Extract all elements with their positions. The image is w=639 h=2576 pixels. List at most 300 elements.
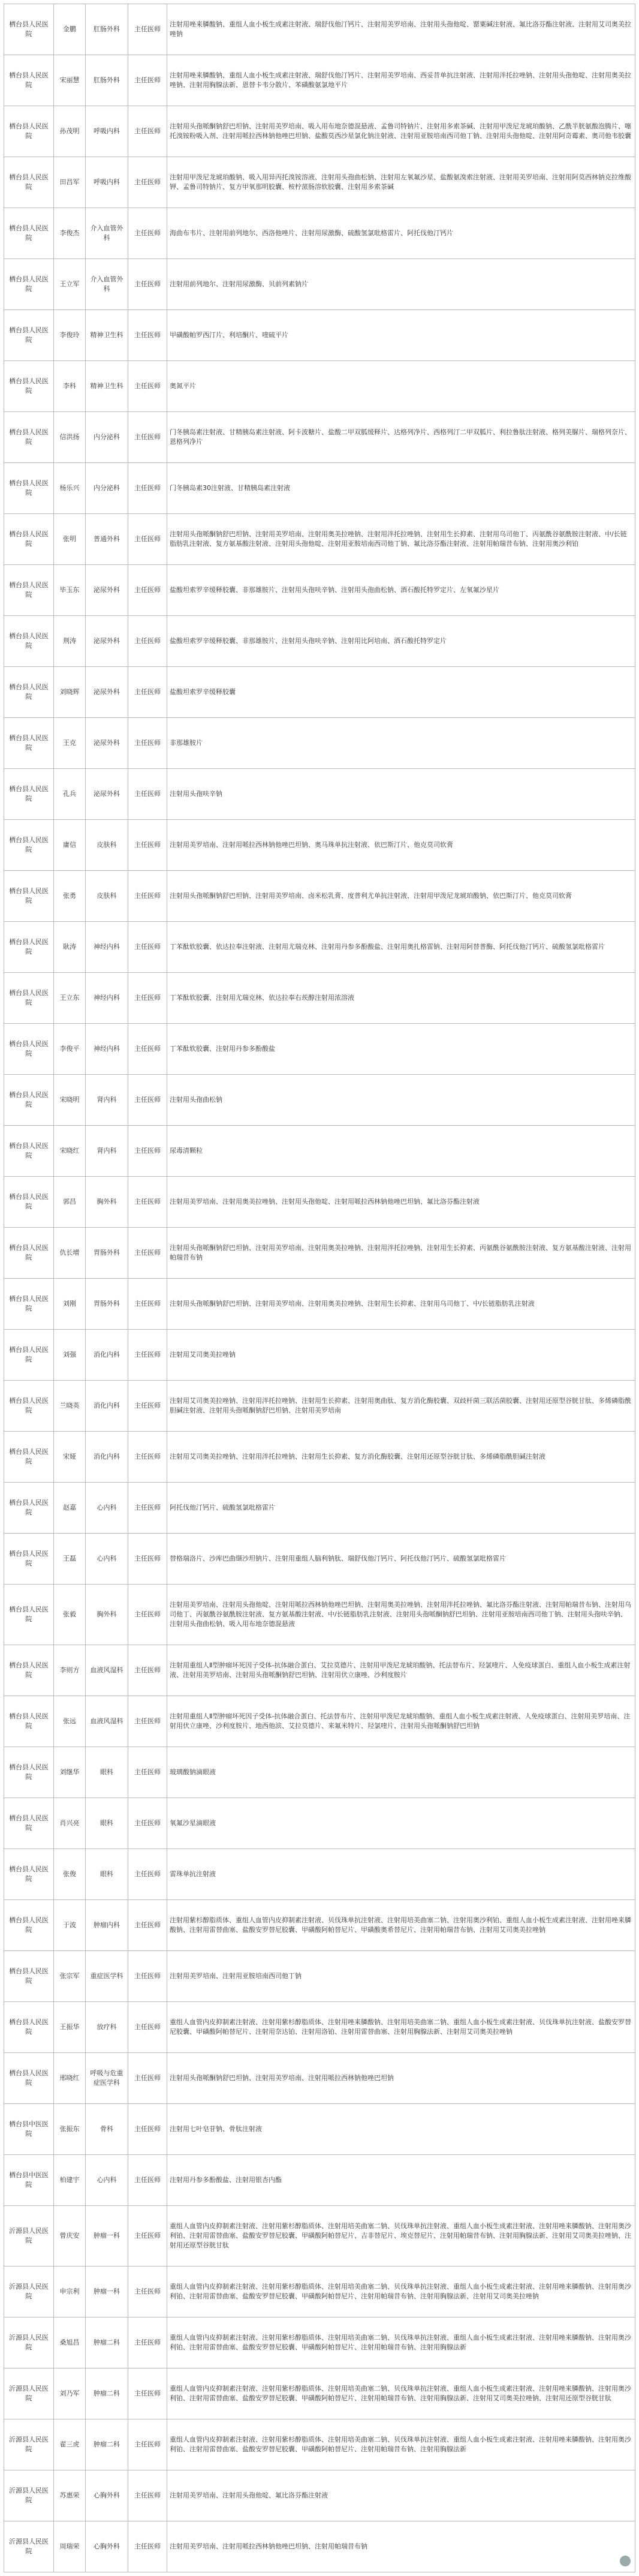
table-row [4, 2155, 635, 2206]
department-cell: 泌尿外科 [86, 667, 128, 718]
hospital-cell: 栖台县人民医院 [4, 1126, 54, 1177]
table-row [4, 106, 635, 157]
doctor-name-cell: 李俊玲 [54, 310, 86, 361]
table-row [4, 1645, 635, 1696]
hospital-cell: 栖台县人民医院 [4, 361, 54, 412]
drug-list-cell: 注射用美罗培南、注射用头孢他啶、氟比洛芬酯注射液 [167, 2470, 635, 2521]
hospital-cell: 沂源县人民医院 [4, 2470, 54, 2521]
drug-list-cell: 注射用头孢呋辛钠 [167, 769, 635, 820]
drug-list-cell: 丁苯酞软胶囊、注射用尤瑞克林、依达拉奉右莰醇注射用浓溶液 [167, 973, 635, 1024]
table-row [4, 1951, 635, 2002]
title-cell: 主任医师 [128, 871, 167, 922]
document-sheet [4, 4, 635, 2572]
table-row [4, 361, 635, 412]
table-row [4, 2002, 635, 2053]
doctor-name-cell: 田昌军 [54, 157, 86, 208]
drug-list-cell: 丁苯酞软胶囊、依达拉奉注射液、注射用尤瑞克林、注射用丹参多酚酸盐、注射用奥扎格雷钠、注射用阿替普酶、阿托伐他汀钙片、硫酸氢氯吡格雷片 [167, 922, 635, 973]
hospital-cell: 栖台县人民医院 [4, 1177, 54, 1228]
doctor-name-cell: 毕玉东 [54, 565, 86, 616]
hospital-cell: 栖台县人民医院 [4, 2053, 54, 2104]
title-cell: 主任医师 [128, 2155, 167, 2206]
hospital-cell: 栖台县人民医院 [4, 1696, 54, 1747]
drug-list-cell: 重组人血管内皮抑制素注射液、注射用紫杉醇脂质体、注射用培美曲塞二钠、贝伐珠单抗注射液、重组人血小板生成素注射液、注射用唑来膦酸钠、注射用奥沙利铂、注射用雷替曲塞、盐酸安罗替尼胶囊、甲磺酸阿帕替尼片、注射用帕瑞昔布钠、注射用胸腺法新 [167, 2419, 635, 2470]
hospital-cell: 栖台县人民医院 [4, 973, 54, 1024]
title-cell: 主任医师 [128, 1279, 167, 1330]
doctor-name-cell: 王立东 [54, 973, 86, 1024]
department-cell: 泌尿外科 [86, 616, 128, 667]
table-row [4, 1228, 635, 1279]
department-cell: 泌尿外科 [86, 718, 128, 769]
table-row [4, 1747, 635, 1798]
table-row [4, 1900, 635, 1951]
hospital-cell: 栖台县人民医院 [4, 871, 54, 922]
drug-list-cell: 注射用唑来膦酸钠、重组人血小板生成素注射液、瑞舒伐他汀钙片、注射用美罗培南、西妥昔单抗注射液、注射用泮托拉唑钠、注射用头孢他啶、注射用奥美拉唑钠、注射用胸腺法新、恩替卡韦分散片、苯磺酸氨氯地平片 [167, 55, 635, 106]
drug-list-cell: 甲磺酸帕罗西汀片、利培酮片、喹硫平片 [167, 310, 635, 361]
doctor-name-cell: 张宗军 [54, 1951, 86, 2002]
table-row [4, 1534, 635, 1585]
title-cell: 主任医师 [128, 1900, 167, 1951]
title-cell: 主任医师 [128, 1849, 167, 1900]
department-cell: 泌尿外科 [86, 769, 128, 820]
doctor-name-cell: 张毅 [54, 1585, 86, 1645]
title-cell: 主任医师 [128, 1024, 167, 1075]
table-row [4, 1483, 635, 1534]
drug-list-cell: 注射用七叶皂苷钠、骨肽注射液 [167, 2104, 635, 2155]
title-cell: 主任医师 [128, 2318, 167, 2368]
table-row [4, 565, 635, 616]
department-cell: 呼吸内科 [86, 106, 128, 157]
department-cell: 胸外科 [86, 1177, 128, 1228]
table-row [4, 310, 635, 361]
department-cell: 精神卫生科 [86, 361, 128, 412]
title-cell: 主任医师 [128, 412, 167, 463]
title-cell: 主任医师 [128, 4, 167, 55]
department-cell: 胃肠外科 [86, 1279, 128, 1330]
title-cell: 主任医师 [128, 1126, 167, 1177]
hospital-cell: 栖台县人民医院 [4, 412, 54, 463]
table-row [4, 1024, 635, 1075]
title-cell: 主任医师 [128, 1228, 167, 1279]
table-row [4, 973, 635, 1024]
hospital-cell: 栖台县人民医院 [4, 616, 54, 667]
table-row [4, 1696, 635, 1747]
table-row [4, 871, 635, 922]
hospital-cell: 沂源县人民医院 [4, 2419, 54, 2470]
hospital-cell: 沂源县人民医院 [4, 2267, 54, 2318]
hospital-cell: 沂源县人民医院 [4, 2521, 54, 2572]
doctor-name-cell: 刘继华 [54, 1747, 86, 1798]
hospital-cell: 栖台县人民医院 [4, 820, 54, 871]
title-cell: 主任医师 [128, 259, 167, 310]
hospital-cell: 栖台县人民医院 [4, 310, 54, 361]
prescription-table [4, 4, 635, 2572]
title-cell: 主任医师 [128, 208, 167, 259]
doctor-name-cell: 翟三虎 [54, 2419, 86, 2470]
doctor-name-cell: 刘刚 [54, 1279, 86, 1330]
title-cell: 主任医师 [128, 1534, 167, 1585]
title-cell: 主任医师 [128, 1585, 167, 1645]
hospital-cell: 栖台县人民医院 [4, 208, 54, 259]
drug-list-cell: 重组人血管内皮抑制素注射液、注射用紫杉醇脂质体、注射用唑来膦酸钠、注射用培美曲塞二钠、重组人血小板生成素注射液、贝伐珠单抗注射液、盐酸安罗替尼胶囊、甲磺酸阿帕替尼片、注射用奈达铂、注射用洛铂、注射用雷替曲塞、注射用胸腺法新、注射用艾司奥美拉唑钠 [167, 2002, 635, 2053]
drug-list-cell: 玻璃酸钠滴眼液 [167, 1747, 635, 1798]
title-cell: 主任医师 [128, 514, 167, 565]
doctor-name-cell: 孙茂明 [54, 106, 86, 157]
hospital-cell: 沂源县人民医院 [4, 2206, 54, 2267]
drug-list-cell: 门冬胰岛素30注射液、甘精胰岛素注射液 [167, 463, 635, 514]
drug-list-cell: 注射用艾司奥美拉唑钠 [167, 1330, 635, 1381]
department-cell: 血液风湿科 [86, 1696, 128, 1747]
doctor-name-cell: 仇长增 [54, 1228, 86, 1279]
hospital-cell: 沂源县人民医院 [4, 2368, 54, 2419]
table-row [4, 1126, 635, 1177]
hospital-cell: 栖台县中医医院 [4, 2104, 54, 2155]
drug-list-cell: 注射用前列地尔、注射用尿激酶、贝前列素钠片 [167, 259, 635, 310]
table-row [4, 412, 635, 463]
doctor-name-cell: 孔兵 [54, 769, 86, 820]
department-cell: 眼科 [86, 1798, 128, 1849]
drug-list-cell: 重组人血管内皮抑制素注射液、注射用紫杉醇脂质体、注射用培美曲塞二钠、贝伐珠单抗注射液、重组人血小板生成素注射液、注射用唑来膦酸钠、注射用奥沙利铂、注射用雷替曲塞、盐酸安罗替尼胶囊、甲磺酸阿帕替尼片、吉非替尼片、埃克替尼片、注射用帕瑞昔布钠、注射用胸腺法新、注射用艾司奥美拉唑钠、注射用还原型谷胱甘肽 [167, 2206, 635, 2267]
table-row [4, 616, 635, 667]
department-cell: 介入血管外科 [86, 208, 128, 259]
department-cell: 消化内科 [86, 1432, 128, 1483]
doctor-name-cell: 刘强 [54, 1330, 86, 1381]
drug-list-cell: 注射用头孢哌酮钠舒巴坦钠、注射用美罗培南、注射用奥美拉唑钠、注射用生长抑素、注射用乌司他丁、中/长链脂肪乳注射液 [167, 1279, 635, 1330]
doctor-name-cell: 申宗利 [54, 2267, 86, 2318]
hospital-cell: 栖台县人民医院 [4, 922, 54, 973]
drug-list-cell: 丁苯酞软胶囊、注射用丹参多酚酸盐 [167, 1024, 635, 1075]
department-cell: 心胸外科 [86, 2470, 128, 2521]
department-cell: 消化内科 [86, 1330, 128, 1381]
table-row [4, 514, 635, 565]
hospital-cell: 栖台县中医医院 [4, 2155, 54, 2206]
title-cell: 主任医师 [128, 2053, 167, 2104]
hospital-cell: 栖台县人民医院 [4, 1381, 54, 1432]
title-cell: 主任医师 [128, 2521, 167, 2572]
department-cell: 心胸外科 [86, 2521, 128, 2572]
drug-list-cell: 注射用唑来膦酸钠、重组人血小板生成素注射液、瑞舒伐他汀钙片、注射用美罗培南、注射用头孢他啶、罂粟碱注射液、氟比洛芬酯注射液、注射用艾司奥美拉唑钠 [167, 4, 635, 55]
title-cell: 主任医师 [128, 106, 167, 157]
doctor-name-cell: 桑旭昌 [54, 2318, 86, 2368]
drug-list-cell: 替格瑞洛片、沙库巴曲缬沙坦钠片、注射用重组人脑利钠肽、瑞舒伐他汀钙片、阿托伐他汀钙片、硫酸氢氯吡格雷片 [167, 1534, 635, 1585]
department-cell: 肿瘤一科 [86, 2267, 128, 2318]
drug-list-cell: 阿托伐他汀钙片、硫酸氢氯吡格雷片 [167, 1483, 635, 1534]
drug-list-cell: 注射用丹参多酚酸盐、注射用银杏内酯 [167, 2155, 635, 2206]
hospital-cell: 栖台县人民医院 [4, 2002, 54, 2053]
department-cell: 肾内科 [86, 1126, 128, 1177]
drug-list-cell: 注射用艾司奥美拉唑钠、注射用泮托拉唑钠、注射用生长抑素、注射用奥曲肽、复方消化酶胶囊、双歧杆菌三联活菌胶囊、注射用还原型谷胱甘肽、多烯磷脂酰胆碱注射液、注射用头孢哌酮钠舒巴坦钠、注射用美罗培南 [167, 1381, 635, 1432]
title-cell: 主任医师 [128, 1483, 167, 1534]
doctor-name-cell: 周瑞荣 [54, 2521, 86, 2572]
drug-list-cell: 注射用紫杉醇脂质体、重组人血管内皮抑制素注射液、贝伐珠单抗注射液、注射用培美曲塞二钠、注射用奥沙利铂、重组人血小板生成素注射液、注射用唑来膦酸钠、注射用雷替曲塞、盐酸安罗替尼胶囊、甲磺酸阿帕替尼片、甲磺酸奥希替尼片、注射用帕瑞昔布钠、注射用艾司奥美拉唑钠 [167, 1900, 635, 1951]
department-cell: 呼吸与危重症医学科 [86, 2053, 128, 2104]
doctor-name-cell: 宋娅 [54, 1432, 86, 1483]
hospital-cell: 栖台县人民医院 [4, 1483, 54, 1534]
doctor-name-cell: 金鹏 [54, 4, 86, 55]
doctor-name-cell: 刘乃军 [54, 2368, 86, 2419]
table-row [4, 1381, 635, 1432]
doctor-name-cell: 王立军 [54, 259, 86, 310]
table-row [4, 1432, 635, 1483]
drug-list-cell: 重组人血管内皮抑制素注射液、注射用紫杉醇脂质体、注射用培美曲塞二钠、贝伐珠单抗注射液、重组人血小板生成素注射液、注射用唑来膦酸钠、注射用奥沙利铂、注射用雷替曲塞、盐酸安罗替尼胶囊、甲磺酸阿帕替尼片、注射用帕瑞昔布钠、注射用胸腺法新、注射用艾司奥美拉唑钠、注射用还原型谷胱甘肽 [167, 2368, 635, 2419]
title-cell: 主任医师 [128, 973, 167, 1024]
title-cell: 主任医师 [128, 1075, 167, 1126]
table-body [4, 4, 635, 2572]
hospital-cell: 栖台县人民医院 [4, 463, 54, 514]
drug-list-cell: 奥氮平片 [167, 361, 635, 412]
hospital-cell: 栖台县人民医院 [4, 1534, 54, 1585]
department-cell: 眼科 [86, 1849, 128, 1900]
table-row [4, 1585, 635, 1645]
drug-list-cell: 盐酸坦索罗辛缓释胶囊、非那雄胺片、注射用头孢呋辛钠、注射用头孢曲松钠、酒石酸托特罗定片、左氧氟沙星片 [167, 565, 635, 616]
title-cell: 主任医师 [128, 2002, 167, 2053]
drug-list-cell: 注射用头孢哌酮钠舒巴坦钠、注射用美罗培南、卤米松乳膏、度普利尤单抗注射液、注射用甲泼尼龙琥珀酸钠、依巴斯汀片、他克莫司软膏 [167, 871, 635, 922]
title-cell: 主任医师 [128, 1798, 167, 1849]
department-cell: 肛肠外科 [86, 4, 128, 55]
table-row [4, 667, 635, 718]
department-cell: 放疗科 [86, 2002, 128, 2053]
title-cell: 主任医师 [128, 2206, 167, 2267]
title-cell: 主任医师 [128, 463, 167, 514]
hospital-cell: 栖台县人民医院 [4, 667, 54, 718]
drug-list-cell: 注射用美罗培南、注射用哌拉西林钠他唑巴坦钠、注射用帕瑞昔布钠 [167, 2521, 635, 2572]
department-cell: 肛肠外科 [86, 55, 128, 106]
doctor-name-cell: 宋丽慧 [54, 55, 86, 106]
doctor-name-cell: 张勇 [54, 871, 86, 922]
drug-list-cell: 氧氟沙星滴眼液 [167, 1798, 635, 1849]
table-row [4, 2267, 635, 2318]
department-cell: 心内科 [86, 1483, 128, 1534]
drug-list-cell: 注射用头孢哌酮钠舒巴坦钠、注射用美罗培南、吸入用布地奈德混悬液、孟鲁司特钠片、注射用多索茶碱、注射用甲泼尼龙琥珀酸钠、乙酰半胱氨酸泡腾片、噻托溴铵粉吸入剂、注射用哌拉西林钠他唑巴坦钠、盐酸莫西沙星氯化钠注射液、注射用亚胺培南西司他丁钠、注射用头孢他啶、注射用阿奇霉素、奥司他韦胶囊 [167, 106, 635, 157]
doctor-name-cell: 张明 [54, 514, 86, 565]
table-row [4, 1075, 635, 1126]
hospital-cell: 栖台县人民医院 [4, 1645, 54, 1696]
doctor-name-cell: 李科 [54, 361, 86, 412]
hospital-cell: 栖台县人民医院 [4, 718, 54, 769]
table-row [4, 2368, 635, 2419]
title-cell: 主任医师 [128, 820, 167, 871]
drug-list-cell: 注射用重组人Ⅱ型肿瘤坏死因子受体-抗体融合蛋白、艾拉莫德片、注射用甲泼尼龙琥珀酸钠、托法替布片、羟氯喹片、人免疫球蛋白、重组人血小板生成素注射液、注射用美罗培南、注射用头孢哌酮钠舒巴坦钠、注射用伏立康唑、沙利度胺片 [167, 1645, 635, 1696]
title-cell: 主任医师 [128, 2267, 167, 2318]
department-cell: 眼科 [86, 1747, 128, 1798]
title-cell: 主任医师 [128, 157, 167, 208]
doctor-name-cell: 张振东 [54, 2104, 86, 2155]
table-row [4, 1849, 635, 1900]
wechat-logo-icon [620, 2556, 631, 2566]
hospital-cell: 栖台县人民医院 [4, 1075, 54, 1126]
table-row [4, 55, 635, 106]
doctor-name-cell: 邢晓红 [54, 2053, 86, 2104]
drug-list-cell: 盐酸坦索罗辛缓释胶囊、非那雄胺片、注射用头孢呋辛钠、注射用比阿培南、酒石酸托特罗定片 [167, 616, 635, 667]
table-row [4, 820, 635, 871]
title-cell: 主任医师 [128, 1330, 167, 1381]
table-row [4, 2419, 635, 2470]
table-row [4, 1798, 635, 1849]
department-cell: 胃肠外科 [86, 1228, 128, 1279]
drug-list-cell: 盐酸坦索罗辛缓释胶囊 [167, 667, 635, 718]
department-cell: 心内科 [86, 1534, 128, 1585]
department-cell: 肾内科 [86, 1075, 128, 1126]
table-row [4, 2470, 635, 2521]
table-row [4, 157, 635, 208]
drug-list-cell: 注射用美罗培南、注射用哌拉西林钠他唑巴坦钠、奥马珠单抗注射液、依巴斯汀片、他克莫司软膏 [167, 820, 635, 871]
doctor-name-cell: 宋晓红 [54, 1126, 86, 1177]
department-cell: 肿瘤一科 [86, 2206, 128, 2267]
title-cell: 主任医师 [128, 565, 167, 616]
doctor-name-cell: 李则方 [54, 1645, 86, 1696]
hospital-cell: 栖台县人民医院 [4, 769, 54, 820]
hospital-cell: 栖台县人民医院 [4, 1798, 54, 1849]
drug-list-cell: 重组人血管内皮抑制素注射液、注射用紫杉醇脂质体、注射用培美曲塞二钠、贝伐珠单抗注射液、重组人血小板生成素注射液、注射用唑来膦酸钠、注射用奥沙利铂、注射用雷替曲塞、盐酸安罗替尼胶囊、甲磺酸阿帕替尼片、注射用帕瑞昔布钠、注射用胸腺法新、注射用艾司奥美拉唑钠 [167, 2267, 635, 2318]
hospital-cell: 栖台县人民医院 [4, 157, 54, 208]
title-cell: 主任医师 [128, 1747, 167, 1798]
title-cell: 主任医师 [128, 667, 167, 718]
department-cell: 介入血管外科 [86, 259, 128, 310]
drug-list-cell: 注射用头孢哌酮钠舒巴坦钠、注射用美罗培南、注射用奥美拉唑钠、注射用泮托拉唑钠、注射用生长抑素、丙氨酰谷氨酰胺注射液、复方氨基酸注射液、注射用帕瑞昔布钠 [167, 1228, 635, 1279]
hospital-cell: 沂源县人民医院 [4, 2318, 54, 2368]
department-cell: 呼吸内科 [86, 157, 128, 208]
title-cell: 主任医师 [128, 361, 167, 412]
doctor-name-cell: 刘晓辉 [54, 667, 86, 718]
hospital-cell: 栖台县人民医院 [4, 1279, 54, 1330]
drug-list-cell: 注射用头孢曲松钠 [167, 1075, 635, 1126]
doctor-name-cell: 耿涛 [54, 922, 86, 973]
doctor-name-cell: 兰晓英 [54, 1381, 86, 1432]
title-cell: 主任医师 [128, 1696, 167, 1747]
table-row [4, 208, 635, 259]
department-cell: 内分泌科 [86, 412, 128, 463]
table-row [4, 1177, 635, 1228]
doctor-name-cell: 庸信 [54, 820, 86, 871]
title-cell: 主任医师 [128, 922, 167, 973]
department-cell: 肿瘤内科 [86, 1900, 128, 1951]
hospital-cell: 栖台县人民医院 [4, 4, 54, 55]
department-cell: 皮肤科 [86, 871, 128, 922]
department-cell: 重症医学科 [86, 1951, 128, 2002]
doctor-name-cell: 肖兴亮 [54, 1798, 86, 1849]
drug-list-cell: 重组人血管内皮抑制素注射液、注射用紫杉醇脂质体、注射用培美曲塞二钠、贝伐珠单抗注射液、重组人血小板生成素注射液、注射用唑来膦酸钠、注射用奥沙利铂、注射用雷替曲塞、盐酸安罗替尼胶囊、甲磺酸阿帕替尼片、注射用帕瑞昔布钠、注射用胸腺法新 [167, 2318, 635, 2368]
department-cell: 血液风湿科 [86, 1645, 128, 1696]
table-row [4, 922, 635, 973]
drug-list-cell: 注射用美罗培南、注射用亚胺培南西司他丁钠 [167, 1951, 635, 2002]
doctor-name-cell: 柏建宇 [54, 2155, 86, 2206]
doctor-name-cell: 王振华 [54, 2002, 86, 2053]
hospital-cell: 栖台县人民医院 [4, 1585, 54, 1645]
table-row [4, 2053, 635, 2104]
drug-list-cell: 尿毒清颗粒 [167, 1126, 635, 1177]
hospital-cell: 栖台县人民医院 [4, 55, 54, 106]
title-cell: 主任医师 [128, 769, 167, 820]
department-cell: 胸外科 [86, 1585, 128, 1645]
title-cell: 主任医师 [128, 55, 167, 106]
title-cell: 主任医师 [128, 2368, 167, 2419]
doctor-name-cell: 李俊杰 [54, 208, 86, 259]
department-cell: 神经内科 [86, 973, 128, 1024]
watermark [620, 2556, 631, 2566]
department-cell: 泌尿外科 [86, 565, 128, 616]
hospital-cell: 栖台县人民医院 [4, 1900, 54, 1951]
title-cell: 主任医师 [128, 1381, 167, 1432]
table-row [4, 769, 635, 820]
department-cell: 神经内科 [86, 1024, 128, 1075]
department-cell: 精神卫生科 [86, 310, 128, 361]
table-row [4, 4, 635, 55]
title-cell: 主任医师 [128, 1645, 167, 1696]
doctor-name-cell: 王克 [54, 718, 86, 769]
doctor-name-cell: 荆涛 [54, 616, 86, 667]
title-cell: 主任医师 [128, 2104, 167, 2155]
drug-list-cell: 注射用重组人Ⅱ型肿瘤坏死因子受体-抗体融合蛋白、托法替布片、注射用甲泼尼龙琥珀酸钠、重组人血小板生成素注射液、人免疫球蛋白、注射用美罗培南、注射用伏立康唑、沙利度胺片、地西他滨、艾拉莫德片、来氟米特片、羟氯喹片、注射用头孢哌酮钠舒巴坦钠 [167, 1696, 635, 1747]
title-cell: 主任医师 [128, 1432, 167, 1483]
hospital-cell: 栖台县人民医院 [4, 514, 54, 565]
table-row [4, 2104, 635, 2155]
title-cell: 主任医师 [128, 1951, 167, 2002]
hospital-cell: 栖台县人民医院 [4, 565, 54, 616]
department-cell: 消化内科 [86, 1381, 128, 1432]
department-cell: 心内科 [86, 2155, 128, 2206]
doctor-name-cell: 郭昌 [54, 1177, 86, 1228]
department-cell: 普通外科 [86, 514, 128, 565]
table-row [4, 1279, 635, 1330]
doctor-name-cell: 张远 [54, 1696, 86, 1747]
department-cell: 骨科 [86, 2104, 128, 2155]
drug-list-cell: 注射用甲泼尼龙琥珀酸钠、吸入用异丙托溴铵溶液、注射用头孢曲松钠、注射用左氧氟沙星、盐酸氨溴索注射液、注射用美罗培南、注射用阿莫西林钠克拉维酸钾、孟鲁司特钠片、复方甲氧那明胶囊、桉柠蒎肠溶软胶囊、注射用多索茶碱 [167, 157, 635, 208]
hospital-cell: 栖台县人民医院 [4, 106, 54, 157]
drug-list-cell: 注射用美罗培南、注射用头孢他啶、注射用哌拉西林钠他唑巴坦钠、注射用奥美拉唑钠、注射用泮托拉唑钠、氟比洛芬酯注射液、注射用帕瑞昔布钠、注射用乌司他丁、丙氨酰谷氨酰胺注射液、复方氨基酸注射液、中/长链脂肪乳注射液、注射用头孢哌酮钠舒巴坦钠、注射用亚胺培南西司他丁钠、注射用头孢呋辛钠、注射用头孢曲松钠、吸入用布地奈德混悬液 [167, 1585, 635, 1645]
table-row [4, 1330, 635, 1381]
hospital-cell: 栖台县人民医院 [4, 1228, 54, 1279]
drug-list-cell: 注射用艾司奥美拉唑钠、注射用泮托拉唑钠、注射用生长抑素、复方消化酶胶囊、注射用还原型谷胱甘肽、多烯磷脂酰胆碱注射液 [167, 1432, 635, 1483]
table-row [4, 718, 635, 769]
drug-list-cell: 注射用头孢哌酮钠舒巴坦钠、注射用美罗培南、注射用奥美拉唑钠、注射用泮托拉唑钠、注射用生长抑素、注射用乌司他丁、丙氨酰谷氨酰胺注射液、中/长链脂肪乳注射液、复方氨基酸注射液、注射用头孢他啶、注射用亚胺培南西司他丁钠、氟比洛芬酯注射液、注射用帕瑞昔布钠、注射用奥沙利铂 [167, 514, 635, 565]
doctor-name-cell: 曾庆安 [54, 2206, 86, 2267]
doctor-name-cell: 李俊平 [54, 1024, 86, 1075]
hospital-cell: 栖台县人民医院 [4, 1024, 54, 1075]
department-cell: 皮肤科 [86, 820, 128, 871]
title-cell: 主任医师 [128, 2419, 167, 2470]
table-row [4, 2206, 635, 2267]
doctor-name-cell: 苏惠荣 [54, 2470, 86, 2521]
drug-list-cell: 雷珠单抗注射液 [167, 1849, 635, 1900]
hospital-cell: 栖台县人民医院 [4, 1432, 54, 1483]
title-cell: 主任医师 [128, 718, 167, 769]
title-cell: 主任医师 [128, 310, 167, 361]
drug-list-cell: 门冬胰岛素注射液、甘精胰岛素注射液、阿卡波糖片、盐酸二甲双胍缓释片、达格列净片、西格列汀二甲双胍片、利拉鲁肽注射液、格列美脲片、瑞格列奈片、恩格列净片 [167, 412, 635, 463]
doctor-name-cell: 信洪扬 [54, 412, 86, 463]
hospital-cell: 栖台县人民医院 [4, 1330, 54, 1381]
department-cell: 神经内科 [86, 922, 128, 973]
title-cell: 主任医师 [128, 2470, 167, 2521]
doctor-name-cell: 赵嘉 [54, 1483, 86, 1534]
table-row [4, 259, 635, 310]
title-cell: 主任医师 [128, 616, 167, 667]
department-cell: 内分泌科 [86, 463, 128, 514]
department-cell: 肿瘤二科 [86, 2318, 128, 2368]
department-cell: 肿瘤二科 [86, 2419, 128, 2470]
table-row [4, 2318, 635, 2368]
table-row [4, 463, 635, 514]
doctor-name-cell: 王磊 [54, 1534, 86, 1585]
title-cell: 主任医师 [128, 1177, 167, 1228]
doctor-name-cell: 张俊 [54, 1849, 86, 1900]
drug-list-cell: 海曲布韦片、注射用前列地尔、西洛他唑片、注射用尿激酶、硫酸氢氯吡格雷片、阿托伐他汀钙片 [167, 208, 635, 259]
drug-list-cell: 注射用头孢哌酮钠舒巴坦钠、注射用美罗培南、注射用哌拉西林钠他唑巴坦钠 [167, 2053, 635, 2104]
drug-list-cell: 非那雄胺片 [167, 718, 635, 769]
department-cell: 肿瘤二科 [86, 2368, 128, 2419]
doctor-name-cell: 宋晓明 [54, 1075, 86, 1126]
hospital-cell: 栖台县人民医院 [4, 1951, 54, 2002]
hospital-cell: 栖台县人民医院 [4, 1747, 54, 1798]
doctor-name-cell: 于波 [54, 1900, 86, 1951]
